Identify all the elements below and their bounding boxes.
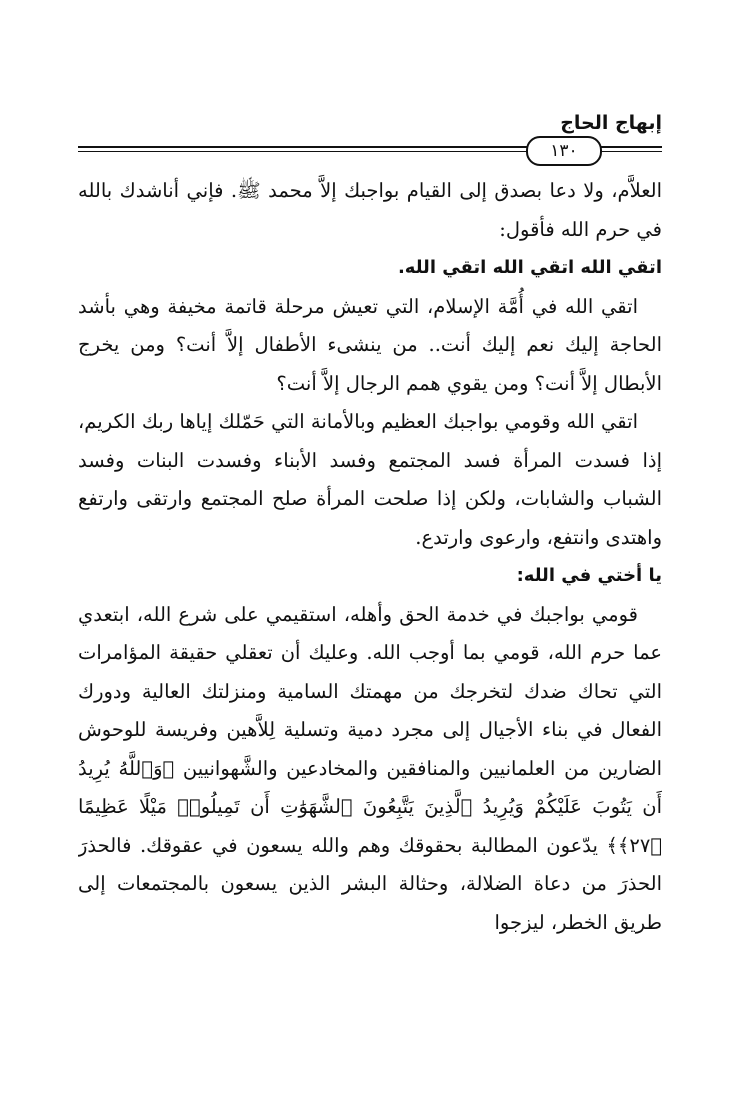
page-number: ١٣٠	[526, 136, 602, 166]
paragraph-1: العلاَّم، ولا دعا بصدق إلى القيام بواجبك إلاَّ محمد ﷺ. فإني أناشدك بالله في حرم الله فأقول:	[78, 179, 662, 241]
heading-sister: يا أختي في الله:	[516, 565, 662, 586]
paragraph-4-text: قومي بواجبك في خدمة الحق وأهله، استقيمي على شرع الله، ابتعدي عما حرم الله، قومي بما أوجب الله. وعليك أن تعقلي حقيقة المؤامرات التي تحاك ضدك لتخرجك من مهمتك السامية ومنزلتك العالية ودورك الفعال في بناء الأجيال إلى مجرد دمية وتسلية لِلاَّهين وفريسة للوحوش الضارين من العلمانيين والمنافقين والمخادعين والشَّهوانيين	[78, 602, 662, 780]
page-header	[78, 100, 662, 160]
paragraph-4	[78, 596, 662, 943]
paragraph-4-continuation: يدّعون المطالبة بحقوقك وهم والله يسعون في عقوقك. فالحذرَ الحذرَ من دعاة الضلالة، وحثالة البشر الذين يسعون بالمجتمعات إلى طريق الخطر، ليزجوا	[78, 833, 662, 934]
running-title: إبهاج الحاج	[560, 112, 662, 134]
paragraph-2: اتقي الله في أُمَّة الإسلام، التي تعيش مرحلة قاتمة مخيفة وهي بأشد الحاجة إليك نعم إليك أنت.. من ينشىء الأطفال إلاَّ أنت؟ ومن يخرج الأبطال إلاَّ أنت؟ ومن يقوي همم الرجال إلاَّ أنت؟	[78, 294, 662, 395]
heading-taqwa: اتقي الله اتقي الله اتقي الله.	[397, 257, 662, 278]
page-body	[78, 172, 662, 1002]
paragraph-3: اتقي الله وقومي بواجبك العظيم وبالأمانة التي حَمّلك إياها ربك الكريم، إذا فسدت المرأة فسد المجتمع وفسد الأبناء وفسدت البنات وفسد الشباب والشابات، ولكن إذا صلحت المرأة صلح المجتمع وارتقى وارتفع واهتدى وانتفع، وارعوى وارتدع.	[78, 410, 662, 549]
quran-verse: ﴿وَٱللَّهُ يُرِيدُ أَن يَتُوبَ عَلَيْكُمْ وَيُرِيدُ ٱلَّذِينَ يَتَّبِعُونَ ٱلشَّهَوَٰتِ أَن تَمِيلُوا۟ مَيْلًا عَظِيمًا ﴿٢٧﴾﴾	[78, 756, 662, 857]
